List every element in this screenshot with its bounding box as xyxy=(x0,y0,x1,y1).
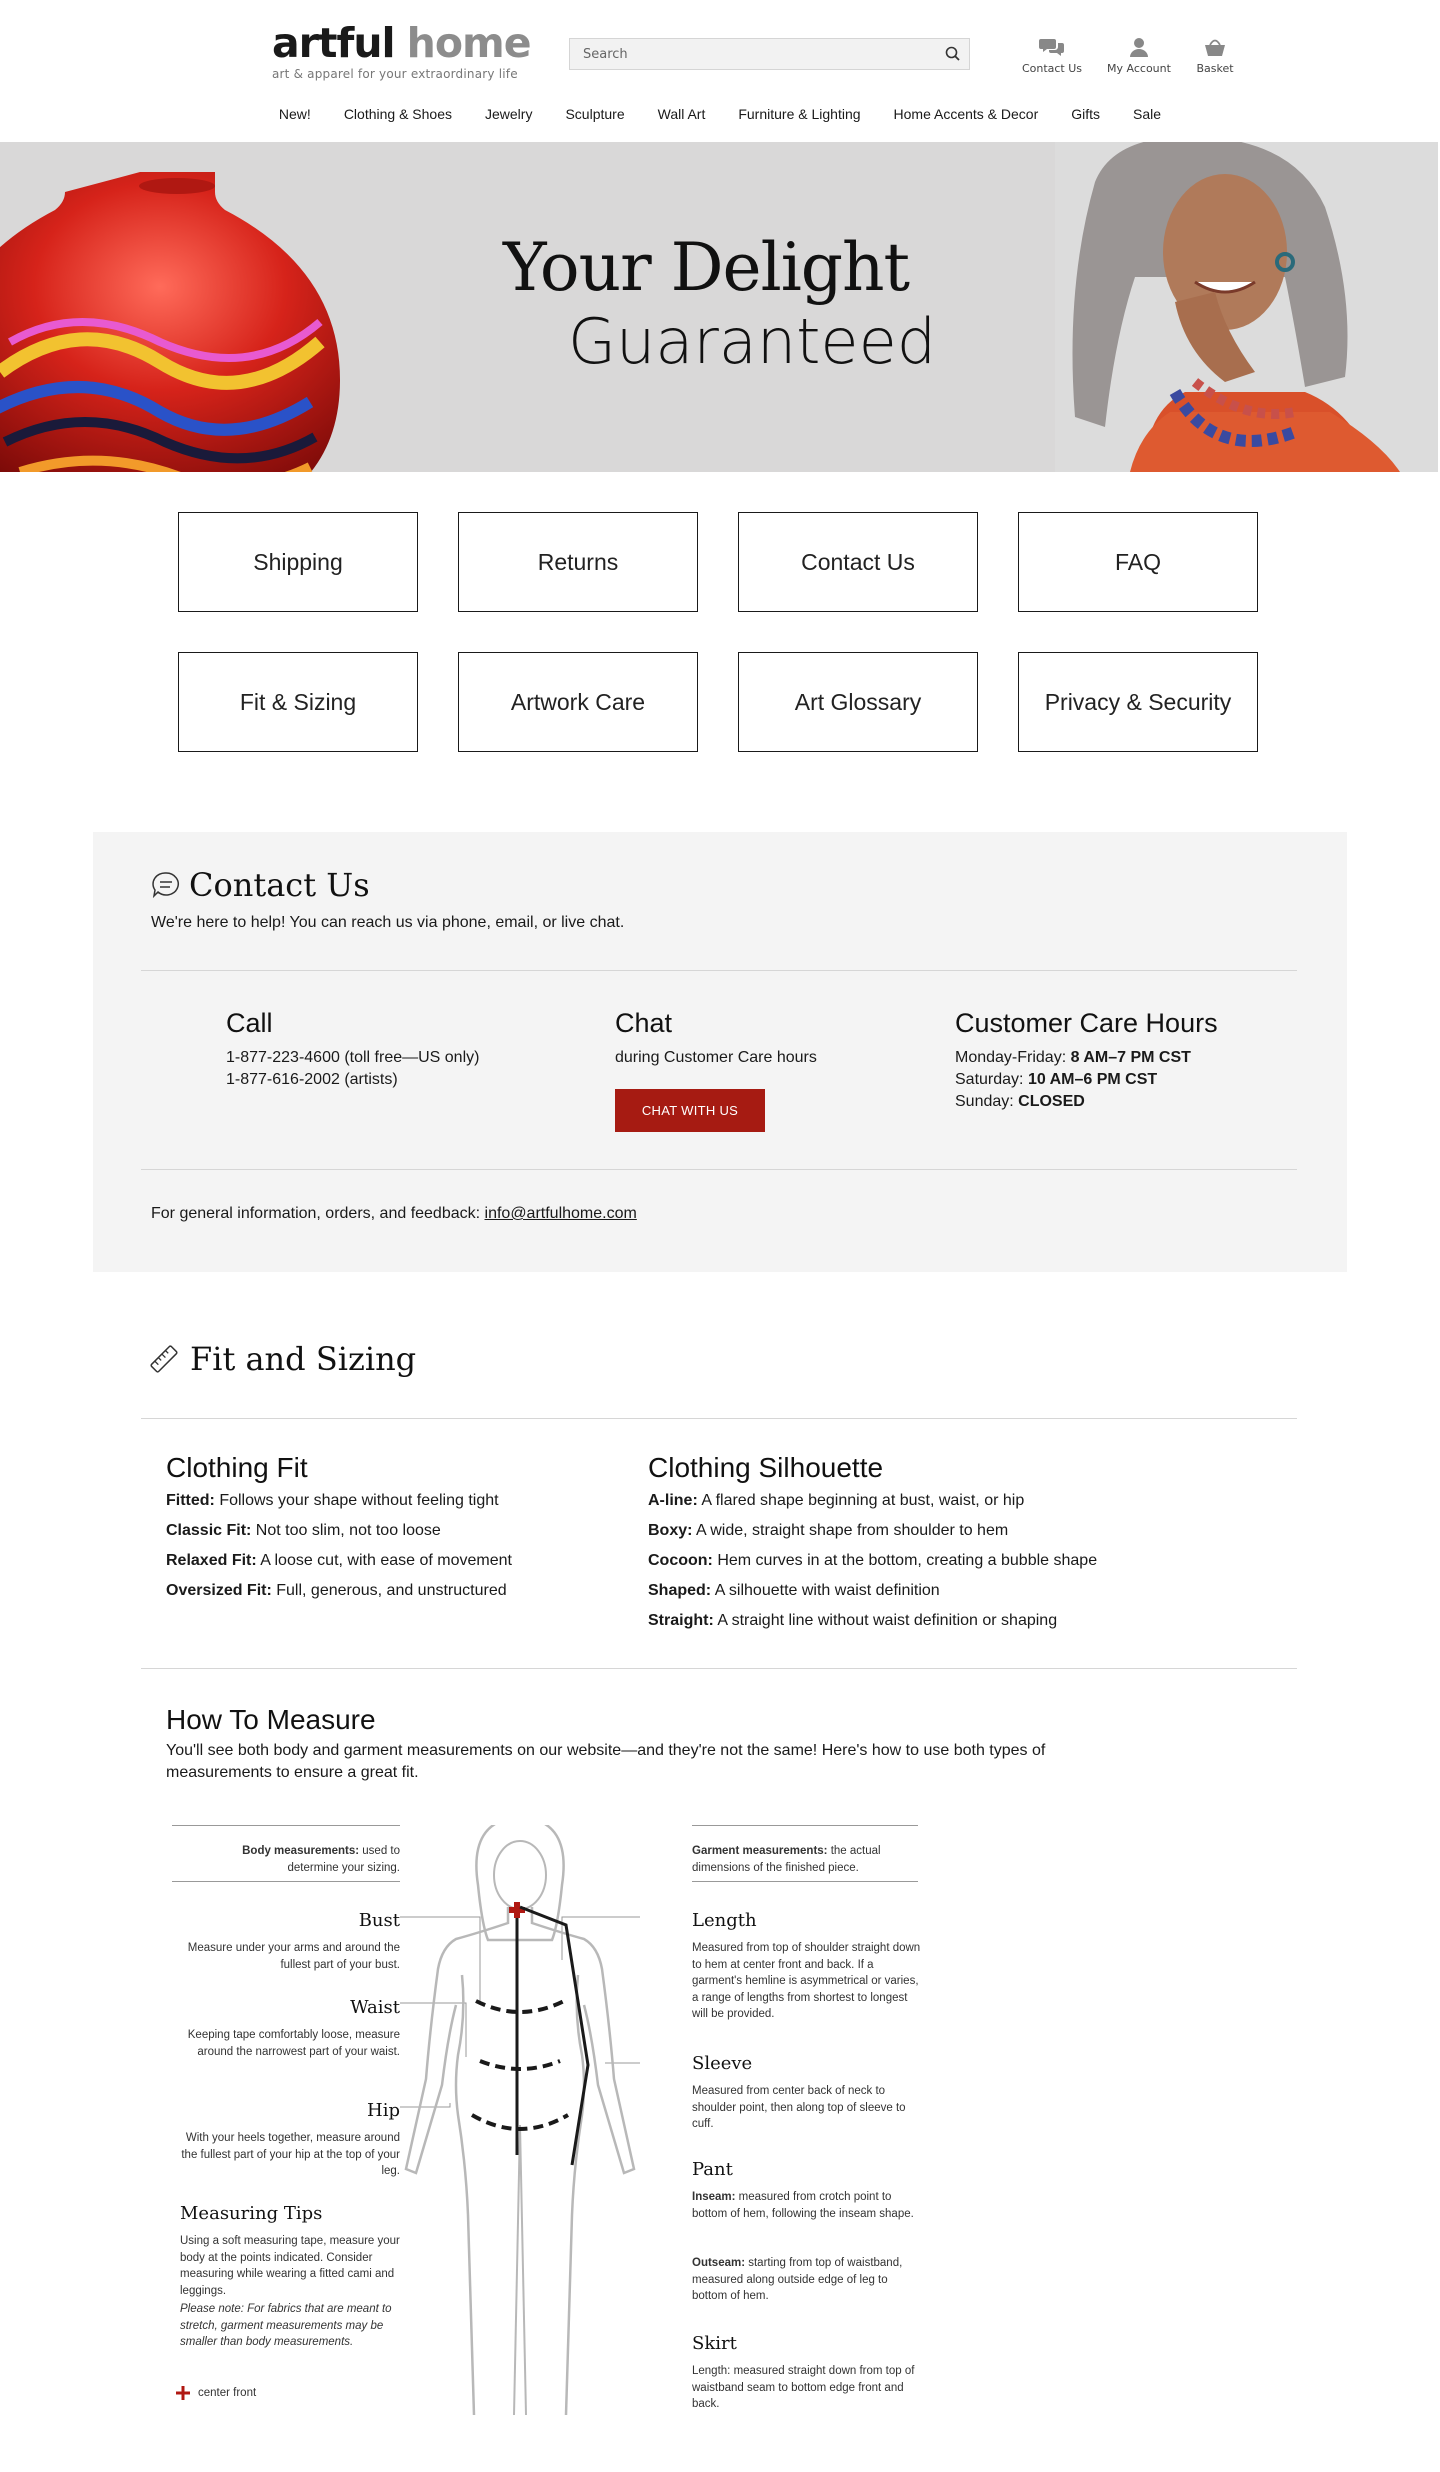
plus-marker-icon xyxy=(176,2386,190,2400)
silhouette-desc: A wide, straight shape from shoulder to hem xyxy=(692,1522,1009,1539)
clothing-fit-column xyxy=(166,1452,512,1606)
bust-desc: Measure under your arms and around the fullest part of your bust. xyxy=(187,1942,400,1971)
note-term: Garment measurements: xyxy=(692,1845,828,1857)
how-to-measure-intro: You'll see both body and garment measurements on our website—and they're not the same! Here's how to use both types of measurements to ensure a great fit. xyxy=(166,1742,1046,1781)
hero-title-line1: Your Delight xyxy=(503,229,910,306)
fit-term: Fitted: xyxy=(166,1492,215,1509)
fit-item xyxy=(166,1516,512,1546)
basket-icon xyxy=(1203,36,1227,58)
silhouette-term: Shaped: xyxy=(648,1582,712,1599)
inseam-desc xyxy=(692,2189,922,2222)
measuring-tips-desc: Using a soft measuring tape, measure your body at the points indicated. Consider measuring while wearing a fitted cami and leggings. xyxy=(180,2235,400,2297)
silhouette-desc: A straight line without waist definition or shaping xyxy=(713,1612,1058,1629)
hip-title: Hip xyxy=(367,2100,400,2121)
silhouette-title: Clothing Silhouette xyxy=(648,1452,884,1483)
divider xyxy=(141,1668,1297,1669)
outseam-text: starting from top of waistband, measured along outside edge of leg to bottom of hem. xyxy=(692,2257,903,2302)
contact-heading xyxy=(151,866,370,904)
search-input[interactable] xyxy=(570,39,930,69)
hours-label: Monday-Friday: xyxy=(955,1049,1071,1066)
speech-bubble-icon xyxy=(151,870,181,900)
silhouette-desc: A silhouette with waist definition xyxy=(711,1582,940,1599)
call-title: Call xyxy=(226,1008,273,1038)
call-column xyxy=(226,1008,479,1091)
ruler-icon xyxy=(148,1343,180,1375)
outseam-desc xyxy=(692,2255,922,2305)
logo[interactable] xyxy=(272,20,531,81)
hours-label: Saturday: xyxy=(955,1071,1028,1088)
fit-term: Relaxed Fit: xyxy=(166,1552,257,1569)
silhouette-desc: A flared shape beginning at bust, waist, or hip xyxy=(697,1492,1025,1509)
inseam-term: Inseam: xyxy=(692,2191,736,2203)
how-to-measure xyxy=(166,1704,1146,1784)
nav-sale[interactable]: Sale xyxy=(1133,106,1162,122)
fit-desc: Full, generous, and unstructured xyxy=(271,1582,507,1599)
divider xyxy=(692,1881,918,1882)
note-desc: used to determine your sizing. xyxy=(287,1845,400,1874)
chat-subtext: during Customer Care hours xyxy=(615,1049,817,1066)
fit-desc: Follows your shape without feeling tight xyxy=(214,1492,499,1509)
sleeve-desc: Measured from center back of neck to shoulder point, then along top of sleeve to cuff. xyxy=(692,2085,906,2130)
glass-vase-image xyxy=(0,172,380,472)
note-term: Body measurements: xyxy=(242,1845,360,1857)
hours-value: CLOSED xyxy=(1018,1093,1085,1110)
pant-title: Pant xyxy=(692,2159,733,2180)
link-box-art-glossary[interactable]: Art Glossary xyxy=(738,652,978,752)
main-nav xyxy=(0,106,1440,122)
fit-item xyxy=(166,1546,512,1576)
logo-tagline: art & apparel for your extraordinary life xyxy=(272,67,518,81)
search-bar xyxy=(569,38,970,70)
length-title: Length xyxy=(692,1910,757,1931)
logo-part-1: artful xyxy=(272,19,395,67)
divider xyxy=(692,1825,918,1826)
nav-new[interactable]: New! xyxy=(278,106,311,122)
hours-label: Sunday: xyxy=(955,1093,1019,1110)
how-to-measure-title: How To Measure xyxy=(166,1704,376,1735)
waist-title: Waist xyxy=(350,1997,400,2018)
silhouette-item xyxy=(648,1546,1097,1576)
silhouette-column xyxy=(648,1452,1097,1636)
contact-us-label: Contact Us xyxy=(1021,62,1083,75)
legend-center-front xyxy=(176,2385,256,2402)
hours-value: 8 AM–7 PM CST xyxy=(1070,1049,1191,1066)
sleeve-title: Sleeve xyxy=(692,2053,753,2074)
fit-term: Classic Fit: xyxy=(166,1522,252,1539)
hours-title: Customer Care Hours xyxy=(955,1008,1218,1038)
outseam-term: Outseam: xyxy=(692,2257,746,2269)
silhouette-term: Cocoon: xyxy=(648,1552,713,1569)
hours-column xyxy=(955,1008,1218,1113)
fit-item xyxy=(166,1486,512,1516)
nav-home-accents[interactable]: Home Accents & Decor xyxy=(893,106,1039,122)
hours-value: 10 AM–6 PM CST xyxy=(1027,1071,1158,1088)
divider xyxy=(172,1881,400,1882)
nav-clothing-shoes[interactable]: Clothing & Shoes xyxy=(343,106,452,122)
logo-wordmark xyxy=(272,20,531,66)
clothing-fit-title: Clothing Fit xyxy=(166,1452,308,1483)
fit-desc: Not too slim, not too loose xyxy=(251,1522,441,1539)
search-icon[interactable] xyxy=(943,44,963,64)
fit-title: Fit and Sizing xyxy=(190,1340,417,1378)
fit-item xyxy=(166,1576,512,1606)
note-desc: the actual dimensions of the finished piece. xyxy=(692,1845,881,1874)
link-box-artwork-care[interactable]: Artwork Care xyxy=(458,652,698,752)
contact-title: Contact Us xyxy=(189,866,370,904)
divider xyxy=(172,1825,400,1826)
bust-title: Bust xyxy=(358,1910,400,1931)
silhouette-item xyxy=(648,1606,1097,1636)
waist-desc: Keeping tape comfortably loose, measure around the narrowest part of your waist. xyxy=(187,2029,400,2058)
inseam-text: measured from crotch point to bottom of hem, following the inseam shape. xyxy=(692,2191,914,2220)
fit-desc: A loose cut, with ease of movement xyxy=(256,1552,512,1569)
chat-with-us-button[interactable]: CHAT WITH US xyxy=(615,1089,765,1132)
measurement-diagram xyxy=(170,1825,930,2415)
hero-banner xyxy=(0,142,1438,472)
model-photo xyxy=(1055,142,1438,472)
link-box-faq[interactable]: FAQ xyxy=(1018,512,1258,612)
chat-title: Chat xyxy=(615,1008,673,1038)
divider xyxy=(141,970,1297,971)
silhouette-item xyxy=(648,1576,1097,1606)
silhouette-desc: Hem curves in at the bottom, creating a bubble shape xyxy=(712,1552,1098,1569)
link-box-contact-us[interactable]: Contact Us xyxy=(738,512,978,612)
hours-row xyxy=(955,1047,1218,1069)
general-info-line xyxy=(151,1203,637,1225)
nav-sculpture[interactable]: Sculpture xyxy=(565,106,625,122)
hours-row xyxy=(955,1091,1218,1113)
my-account-link[interactable] xyxy=(1099,36,1179,75)
measuring-tips-title: Measuring Tips xyxy=(180,2203,323,2224)
chat-column xyxy=(615,1008,817,1069)
measuring-tips-note: Please note: For fabrics that are meant to stretch, garment measurements may be smaller than body measurements. xyxy=(180,2303,392,2348)
divider xyxy=(141,1169,1297,1170)
skirt-desc: Length: measured straight down from top of waistband seam to bottom edge front and back. xyxy=(692,2365,915,2410)
basket-label: Basket xyxy=(1196,62,1234,75)
divider xyxy=(141,1418,1297,1419)
user-icon xyxy=(1128,36,1150,58)
length-desc: Measured from top of shoulder straight down to hem at center front and back. If a garment's hemline is asymmetrical or varies, a range of lengths from shortest to longest will be provided. xyxy=(692,1942,921,2020)
contact-intro: We're here to help! You can reach us via phone, email, or live chat. xyxy=(151,914,625,931)
general-info-text: For general information, orders, and feedback: xyxy=(151,1205,485,1222)
skirt-title: Skirt xyxy=(692,2333,737,2354)
center-front-label: center front xyxy=(198,2387,257,2399)
nav-jewelry[interactable]: Jewelry xyxy=(485,106,533,122)
fit-term: Oversized Fit: xyxy=(166,1582,272,1599)
silhouette-term: A-line: xyxy=(648,1492,698,1509)
silhouette-item xyxy=(648,1516,1097,1546)
chat-bubbles-icon xyxy=(1039,36,1065,58)
hero-title-line2: Guaranteed xyxy=(568,305,937,378)
nav-wall-art[interactable]: Wall Art xyxy=(657,106,706,122)
link-box-privacy-security[interactable]: Privacy & Security xyxy=(1018,652,1258,752)
nav-gifts[interactable]: Gifts xyxy=(1071,106,1101,122)
silhouette-term: Boxy: xyxy=(648,1522,693,1539)
nav-furniture-lighting[interactable]: Furniture & Lighting xyxy=(738,106,861,122)
logo-part-2: home xyxy=(406,19,531,67)
hip-desc: With your heels together, measure around the fullest part of your hip at the top of your leg. xyxy=(181,2132,400,2177)
contact-section xyxy=(93,832,1347,1272)
my-account-label: My Account xyxy=(1107,62,1171,75)
call-phone-artists[interactable]: 1-877-616-2002 (artists) xyxy=(226,1071,398,1088)
garment-measurements-note xyxy=(692,1843,912,1876)
body-measurements-note xyxy=(200,1843,400,1876)
link-box-returns[interactable]: Returns xyxy=(458,512,698,612)
silhouette-term: Straight: xyxy=(648,1612,714,1629)
hours-row xyxy=(955,1069,1218,1091)
contact-us-link[interactable] xyxy=(1012,36,1092,75)
link-box-fit-sizing[interactable]: Fit & Sizing xyxy=(178,652,418,752)
email-link[interactable]: info@artfulhome.com xyxy=(484,1205,637,1222)
basket-link[interactable] xyxy=(1175,36,1255,75)
link-box-shipping[interactable]: Shipping xyxy=(178,512,418,612)
call-phone-tollfree[interactable]: 1-877-223-4600 (toll free—US only) xyxy=(226,1049,480,1066)
body-figure xyxy=(400,1825,640,2415)
fit-heading xyxy=(148,1340,416,1378)
silhouette-item xyxy=(648,1486,1097,1516)
site-header xyxy=(0,0,1440,140)
